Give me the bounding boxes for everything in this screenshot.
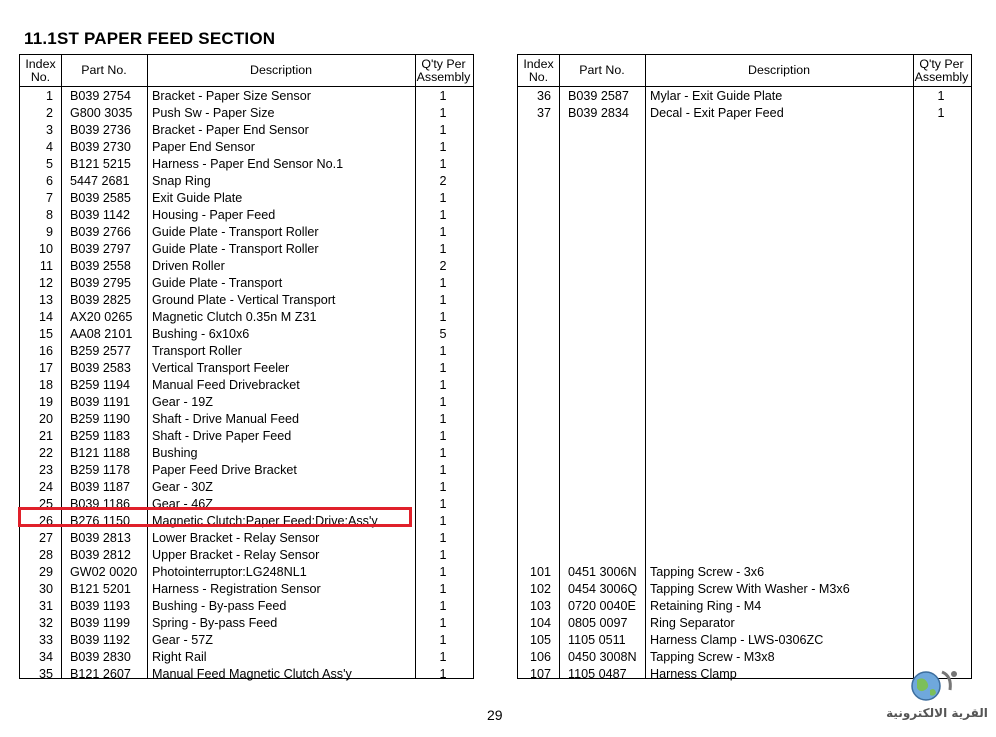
part-number-cell: B121 5201	[70, 582, 131, 596]
table-row	[518, 394, 971, 411]
table-row	[518, 547, 971, 564]
table-row	[20, 479, 473, 496]
index-cell: 106	[529, 650, 551, 664]
quantity-cell: 1	[439, 225, 447, 239]
part-number-cell: B039 2583	[70, 361, 131, 375]
index-cell: 3	[45, 123, 53, 137]
part-number-cell: B259 1194	[70, 378, 130, 392]
table-row	[20, 309, 473, 326]
part-number-cell: B039 2825	[70, 293, 131, 307]
table-row	[20, 462, 473, 479]
description-cell: Harness Clamp	[650, 667, 737, 681]
table-row	[20, 326, 473, 343]
table-row	[518, 173, 971, 190]
quantity-cell: 2	[439, 174, 447, 188]
table-row	[518, 581, 971, 598]
description-cell: Magnetic Clutch 0.35n M Z31	[152, 310, 317, 324]
part-number-cell: B259 1178	[70, 463, 130, 477]
part-number-cell: B039 2834	[568, 106, 629, 120]
index-cell: 107	[529, 667, 551, 681]
description-cell: Mylar - Exit Guide Plate	[650, 89, 783, 103]
index-cell: 4	[45, 140, 53, 154]
part-number-cell: B039 1142	[70, 208, 130, 222]
quantity-cell: 1	[439, 89, 447, 103]
quantity-cell: 1	[439, 395, 447, 409]
header-description: Description	[250, 63, 312, 77]
description-cell: Snap Ring	[152, 174, 211, 188]
table-row	[20, 615, 473, 632]
index-cell: 28	[38, 548, 53, 562]
description-cell: Upper Bracket - Relay Sensor	[152, 548, 320, 562]
part-number-cell: B039 2558	[70, 259, 131, 273]
part-number-cell: B039 1186	[70, 497, 130, 511]
description-cell: Manual Feed Drivebracket	[152, 378, 300, 392]
table-row	[20, 122, 473, 139]
quantity-cell: 1	[439, 497, 447, 511]
quantity-cell: 1	[439, 310, 447, 324]
table-row	[20, 139, 473, 156]
description-cell: Ring Separator	[650, 616, 735, 630]
index-cell: 20	[38, 412, 53, 426]
quantity-cell: 2	[439, 259, 447, 273]
quantity-cell: 1	[439, 140, 447, 154]
description-cell: Ground Plate - Vertical Transport	[152, 293, 336, 307]
part-number-cell: B121 1188	[70, 446, 130, 460]
index-cell: 102	[529, 582, 551, 596]
index-cell: 12	[38, 276, 53, 290]
table-row	[518, 258, 971, 275]
index-cell: 8	[45, 208, 53, 222]
quantity-cell: 1	[439, 276, 447, 290]
description-cell: Housing - Paper Feed	[152, 208, 276, 222]
table-row	[20, 207, 473, 224]
description-cell: Photointerruptor:LG248NL1	[152, 565, 307, 579]
description-cell: Guide Plate - Transport	[152, 276, 283, 290]
table-row	[518, 360, 971, 377]
table-row	[518, 530, 971, 547]
description-cell: Exit Guide Plate	[152, 191, 243, 205]
part-number-cell: AX20 0265	[70, 310, 133, 324]
index-cell: 101	[529, 565, 551, 579]
part-number-cell: 0805 0097	[568, 616, 628, 630]
part-number-cell: B259 1183	[70, 429, 130, 443]
quantity-cell: 1	[439, 480, 447, 494]
index-cell: 26	[38, 514, 53, 528]
table-row	[20, 241, 473, 258]
table-row	[20, 445, 473, 462]
table-row	[20, 394, 473, 411]
description-cell: Bushing - By-pass Feed	[152, 599, 287, 613]
index-cell: 18	[38, 378, 53, 392]
description-cell: Push Sw - Paper Size	[152, 106, 275, 120]
index-cell: 24	[38, 480, 53, 494]
part-number-cell: B039 2585	[70, 191, 131, 205]
table-row	[20, 530, 473, 547]
description-cell: Transport Roller	[152, 344, 242, 358]
quantity-cell: 1	[439, 208, 447, 222]
quantity-cell: 1	[439, 429, 447, 443]
description-cell: Magnetic Clutch:Paper Feed:Drive:Ass'y	[152, 514, 378, 528]
index-cell: 36	[536, 89, 551, 103]
table-body-right	[518, 88, 971, 683]
table-row	[518, 156, 971, 173]
description-cell: Gear - 46Z	[152, 497, 213, 511]
parts-table-right	[517, 54, 972, 679]
globe-icon	[884, 664, 994, 708]
part-number-cell: B039 2813	[70, 531, 131, 545]
description-cell: Tapping Screw With Washer - M3x6	[650, 582, 850, 596]
part-number-cell: B039 1187	[70, 480, 130, 494]
index-cell: 21	[38, 429, 53, 443]
part-number-cell: B276 1150	[70, 514, 130, 528]
index-cell: 104	[529, 616, 551, 630]
part-number-cell: B039 1192	[70, 633, 130, 647]
part-number-cell: B039 2754	[70, 89, 131, 103]
quantity-cell: 1	[439, 242, 447, 256]
table-row	[20, 547, 473, 564]
part-number-cell: 1105 0511	[568, 633, 626, 647]
index-cell: 17	[38, 361, 53, 375]
part-number-cell: GW02 0020	[70, 565, 138, 579]
page-number: 29	[487, 707, 503, 723]
description-cell: Tapping Screw - 3x6	[650, 565, 765, 579]
quantity-cell: 1	[439, 582, 447, 596]
table-row	[518, 326, 971, 343]
quantity-cell: 5	[439, 327, 447, 341]
table-row	[20, 88, 473, 105]
quantity-cell: 1	[439, 344, 447, 358]
quantity-cell: 1	[439, 191, 447, 205]
part-number-cell: B039 1199	[70, 616, 130, 630]
header-divider	[20, 86, 473, 87]
table-row	[518, 377, 971, 394]
table-row	[20, 292, 473, 309]
table-row	[518, 292, 971, 309]
description-cell: Tapping Screw - M3x8	[650, 650, 775, 664]
part-number-cell: B039 2795	[70, 276, 131, 290]
table-row	[518, 513, 971, 530]
part-number-cell: B039 1191	[70, 395, 130, 409]
header-description: Description	[748, 63, 810, 77]
description-cell: Paper End Sensor	[152, 140, 255, 154]
index-cell: 23	[38, 463, 53, 477]
part-number-cell: 0454 3006Q	[568, 582, 638, 596]
index-cell: 11	[39, 259, 53, 273]
description-cell: Guide Plate - Transport Roller	[152, 242, 319, 256]
table-row	[20, 190, 473, 207]
index-cell: 31	[38, 599, 53, 613]
description-cell: Spring - By-pass Feed	[152, 616, 278, 630]
table-row	[20, 275, 473, 292]
table-row	[20, 377, 473, 394]
table-row	[20, 343, 473, 360]
part-number-cell: B039 2587	[568, 89, 629, 103]
index-cell: 1	[45, 89, 53, 103]
quantity-cell: 1	[439, 531, 447, 545]
index-cell: 15	[38, 327, 53, 341]
index-cell: 33	[38, 633, 53, 647]
part-number-cell: B039 2730	[70, 140, 131, 154]
description-cell: Gear - 57Z	[152, 633, 213, 647]
part-number-cell: B039 2830	[70, 650, 131, 664]
part-number-cell: 5447 2681	[70, 174, 130, 188]
index-cell: 5	[45, 157, 53, 171]
table-row	[518, 411, 971, 428]
description-cell: Gear - 30Z	[152, 480, 213, 494]
table-row	[518, 445, 971, 462]
part-number-cell: B121 5215	[70, 157, 131, 171]
index-cell: 2	[45, 106, 53, 120]
index-cell: 35	[38, 667, 53, 681]
part-number-cell: G800 3035	[70, 106, 133, 120]
table-row	[20, 666, 473, 683]
table-row	[518, 343, 971, 360]
header-part-no: Part No.	[81, 63, 127, 77]
header-qty: Q'ty Per Assembly	[416, 56, 471, 84]
highlight-box	[18, 507, 412, 527]
table-row	[20, 224, 473, 241]
table-row	[20, 632, 473, 649]
table-row	[518, 428, 971, 445]
index-cell: 22	[38, 446, 53, 460]
quantity-cell: 1	[937, 89, 945, 103]
index-cell: 30	[38, 582, 53, 596]
table-row	[20, 105, 473, 122]
quantity-cell: 1	[439, 463, 447, 477]
table-row	[20, 258, 473, 275]
table-row	[518, 88, 971, 105]
description-cell: Bracket - Paper Size Sensor	[152, 89, 311, 103]
quantity-cell: 1	[439, 633, 447, 647]
table-row	[518, 598, 971, 615]
table-row	[518, 241, 971, 258]
header-index: Index No.	[523, 56, 554, 84]
description-cell: Shaft - Drive Manual Feed	[152, 412, 299, 426]
header-qty: Q'ty Per Assembly	[914, 56, 969, 84]
table-row	[20, 428, 473, 445]
quantity-cell: 1	[439, 565, 447, 579]
index-cell: 34	[38, 650, 53, 664]
description-cell: Lower Bracket - Relay Sensor	[152, 531, 320, 545]
description-cell: Paper Feed Drive Bracket	[152, 463, 297, 477]
table-row	[518, 615, 971, 632]
watermark-text: القرية الالكترونية	[886, 706, 988, 720]
part-number-cell: B039 2736	[70, 123, 131, 137]
description-cell: Gear - 19Z	[152, 395, 213, 409]
watermark-logo	[884, 664, 994, 728]
table-row	[518, 224, 971, 241]
description-cell: Retaining Ring - M4	[650, 599, 762, 613]
table-row	[518, 275, 971, 292]
index-cell: 25	[38, 497, 53, 511]
quantity-cell: 1	[937, 106, 945, 120]
header-part-no: Part No.	[579, 63, 625, 77]
description-cell: Shaft - Drive Paper Feed	[152, 429, 292, 443]
description-cell: Bracket - Paper End Sensor	[152, 123, 309, 137]
table-row	[518, 190, 971, 207]
description-cell: Right Rail	[152, 650, 207, 664]
part-number-cell: B121 2607	[70, 667, 131, 681]
quantity-cell: 1	[439, 667, 447, 681]
quantity-cell: 1	[439, 514, 447, 528]
part-number-cell: AA08 2101	[70, 327, 133, 341]
table-row	[518, 632, 971, 649]
quantity-cell: 1	[439, 378, 447, 392]
index-cell: 37	[536, 106, 551, 120]
index-cell: 19	[38, 395, 53, 409]
index-cell: 14	[38, 310, 53, 324]
index-cell: 29	[38, 565, 53, 579]
part-number-cell: 0720 0040E	[568, 599, 636, 613]
quantity-cell: 1	[439, 446, 447, 460]
table-row	[518, 105, 971, 122]
table-row	[518, 496, 971, 513]
description-cell: Decal - Exit Paper Feed	[650, 106, 784, 120]
index-cell: 9	[45, 225, 53, 239]
part-number-cell: B259 2577	[70, 344, 131, 358]
table-row	[20, 173, 473, 190]
index-cell: 16	[38, 344, 53, 358]
part-number-cell: B039 2766	[70, 225, 131, 239]
quantity-cell: 1	[439, 157, 447, 171]
quantity-cell: 1	[439, 293, 447, 307]
part-number-cell: B039 2812	[70, 548, 131, 562]
description-cell: Vertical Transport Feeler	[152, 361, 290, 375]
description-cell: Harness - Paper End Sensor No.1	[152, 157, 344, 171]
table-row	[20, 581, 473, 598]
description-cell: Manual Feed Magnetic Clutch Ass'y	[152, 667, 352, 681]
index-cell: 6	[45, 174, 53, 188]
index-cell: 7	[45, 191, 53, 205]
table-row	[20, 360, 473, 377]
table-row	[518, 139, 971, 156]
parts-table-left	[19, 54, 474, 679]
part-number-cell: B039 1193	[70, 599, 130, 613]
index-cell: 32	[38, 616, 53, 630]
description-cell: Harness Clamp - LWS-0306ZC	[650, 633, 824, 647]
header-divider	[518, 86, 971, 87]
table-row	[20, 411, 473, 428]
table-row	[20, 156, 473, 173]
index-cell: 103	[529, 599, 551, 613]
table-row	[518, 462, 971, 479]
part-number-cell: 0450 3008N	[568, 650, 637, 664]
table-row	[518, 564, 971, 581]
quantity-cell: 1	[439, 106, 447, 120]
table-row	[518, 122, 971, 139]
part-number-cell: B259 1190	[70, 412, 130, 426]
index-cell: 13	[38, 293, 53, 307]
description-cell: Bushing - 6x10x6	[152, 327, 250, 341]
quantity-cell: 1	[439, 616, 447, 630]
description-cell: Harness - Registration Sensor	[152, 582, 321, 596]
table-row	[20, 598, 473, 615]
quantity-cell: 1	[439, 412, 447, 426]
index-cell: 105	[529, 633, 551, 647]
table-body-left	[20, 88, 473, 683]
part-number-cell: 0451 3006N	[568, 565, 637, 579]
index-cell: 10	[38, 242, 53, 256]
quantity-cell: 1	[439, 361, 447, 375]
quantity-cell: 1	[439, 650, 447, 664]
index-cell: 27	[38, 531, 53, 545]
table-row	[20, 649, 473, 666]
table-row	[518, 479, 971, 496]
description-cell: Bushing	[152, 446, 198, 460]
description-cell: Driven Roller	[152, 259, 225, 273]
description-cell: Guide Plate - Transport Roller	[152, 225, 319, 239]
table-row	[518, 207, 971, 224]
part-number-cell: B039 2797	[70, 242, 131, 256]
quantity-cell: 1	[439, 548, 447, 562]
quantity-cell: 1	[439, 123, 447, 137]
quantity-cell: 1	[439, 599, 447, 613]
header-index: Index No.	[25, 56, 56, 84]
page-title: 11.1ST PAPER FEED SECTION	[24, 29, 276, 48]
table-row	[20, 564, 473, 581]
part-number-cell: 1105 0487	[568, 667, 627, 681]
table-row	[518, 309, 971, 326]
